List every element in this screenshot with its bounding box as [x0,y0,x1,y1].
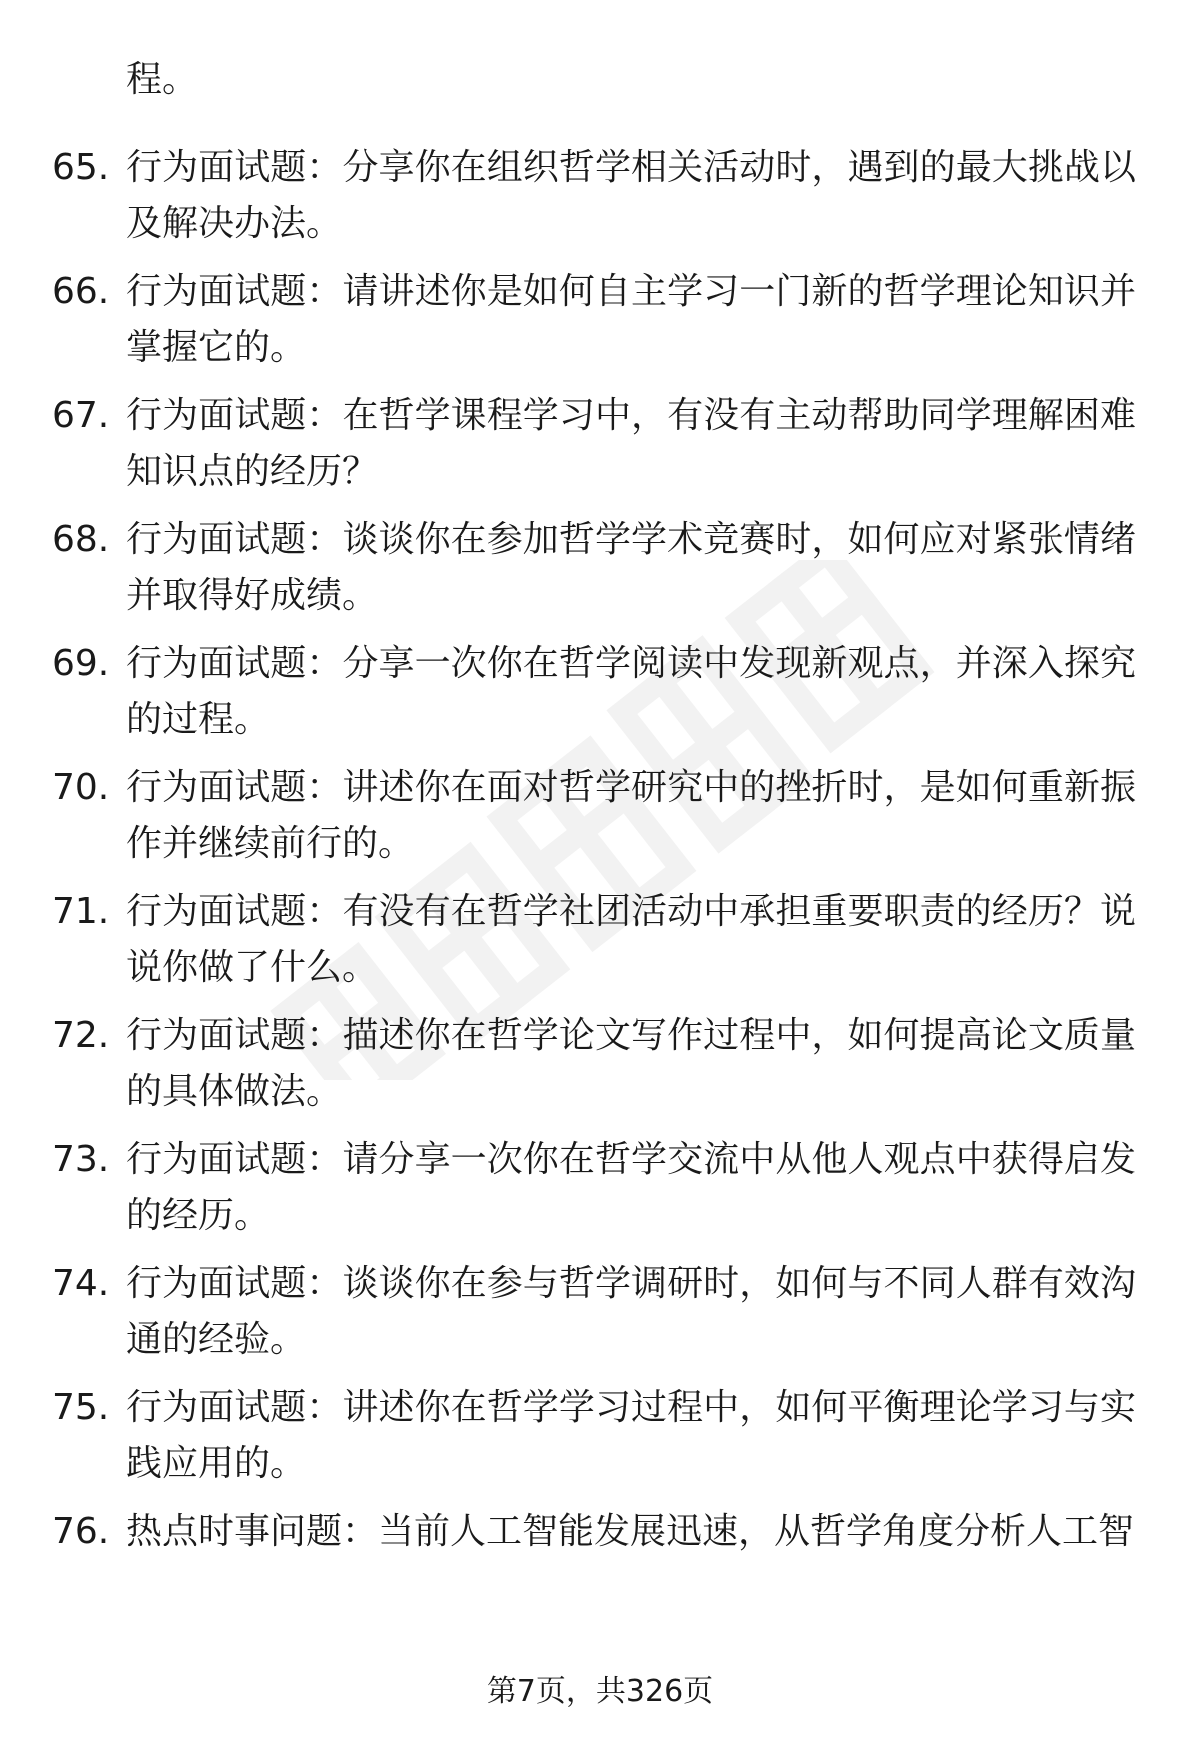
item-number: 71. [52,891,110,932]
item-number: 68. [52,519,110,560]
item-text: 行为面试题：请分享一次你在哲学交流中从他人观点中获得启发的经历。 [126,1139,1136,1236]
item-text: 行为面试题：讲述你在哲学学习过程中，如何平衡理论学习与实践应用的。 [126,1387,1136,1484]
item-number: 65. [52,147,110,188]
item-text: 行为面试题：描述你在哲学论文写作过程中，如何提高论文质量的具体做法。 [126,1015,1136,1112]
list-item [0,636,1200,748]
page-footer: 第7页，共326页 [486,1674,714,1709]
list-item [0,760,1200,872]
item-number: 66. [52,271,110,312]
list-item [0,264,1200,376]
item-text: 行为面试题：请讲述你是如何自主学习一门新的哲学理论知识并掌握它的。 [126,271,1136,368]
list-item [0,512,1200,624]
item-text: 行为面试题：分享你在组织哲学相关活动时，遇到的最大挑战以及解决办法。 [126,147,1136,244]
item-number: 72. [52,1015,110,1056]
list-item [0,1504,1200,1560]
item-number: 74. [52,1263,110,1304]
list-item [0,1132,1200,1244]
list-item [0,1008,1200,1120]
continued-line: 程。 [126,59,199,100]
item-number: 76. [52,1511,110,1552]
list-item [0,140,1200,252]
list-item [0,1256,1200,1368]
item-number: 75. [52,1387,110,1428]
item-text: 行为面试题：在哲学课程学习中，有没有主动帮助同学理解困难知识点的经历？ [126,395,1136,492]
item-number: 73. [52,1139,110,1180]
list-item [0,388,1200,500]
item-number: 70. [52,767,110,808]
item-text: 行为面试题：谈谈你在参与哲学调研时，如何与不同人群有效沟通的经验。 [126,1263,1136,1360]
item-text: 行为面试题：分享一次你在哲学阅读中发现新观点，并深入探究的过程。 [126,643,1136,740]
item-text: 行为面试题：讲述你在面对哲学研究中的挫折时，是如何重新振作并继续前行的。 [126,767,1136,864]
list-item [0,884,1200,996]
item-number: 69. [52,643,110,684]
item-text: 行为面试题：谈谈你在参加哲学学术竞赛时，如何应对紧张情绪并取得好成绩。 [126,519,1136,616]
item-text: 热点时事问题：当前人工智能发展迅速，从哲学角度分析人工智 [126,1511,1135,1552]
item-number: 67. [52,395,110,436]
item-text: 行为面试题：有没有在哲学社团活动中承担重要职责的经历？说说你做了什么。 [126,891,1136,988]
list-item [0,1380,1200,1492]
